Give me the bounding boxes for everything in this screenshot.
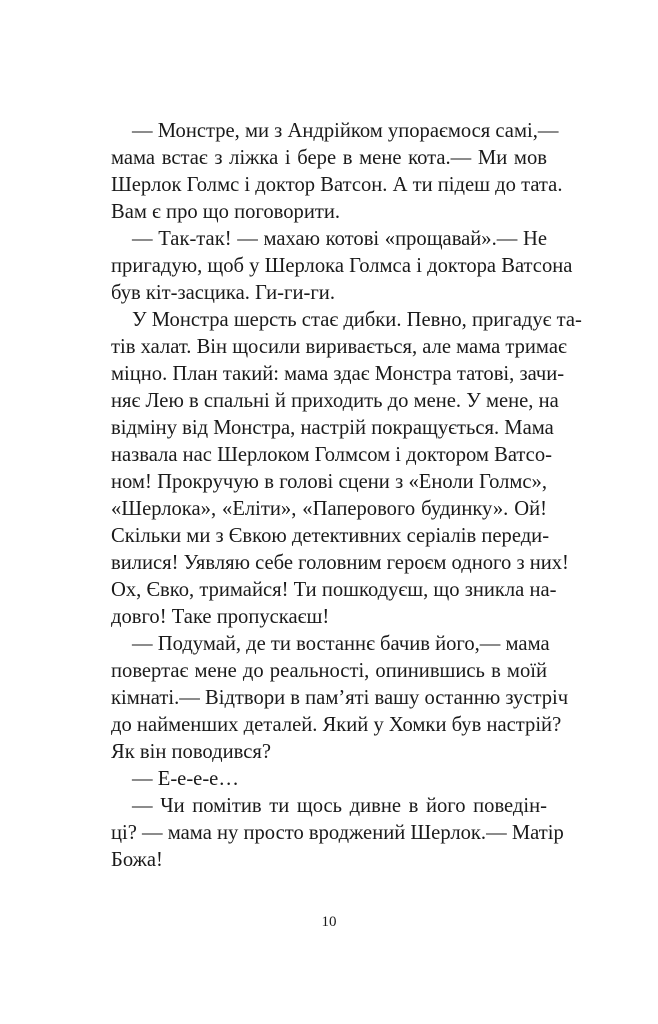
text-line: до найменших деталей. Який у Хомки був настрій? [111, 714, 562, 736]
text-line: тів халат. Він щосили виривається, але мама тримає [111, 336, 567, 358]
text-line: кімнаті.— Відтвори в пам’яті вашу останню зустріч [111, 687, 569, 709]
text-line: довго! Таке пропускаєш! [111, 606, 330, 628]
text-line: Ох, Євко, тримайся! Ти пошкодуєш, що зникла на- [111, 579, 557, 601]
text-line: міцно. План такий: мама здає Монстра татові, зачи- [111, 363, 565, 385]
body-text [111, 118, 582, 874]
text-line: Скільки ми з Євкою детективних серіалів переди- [111, 525, 550, 547]
text-line: вилися! Уявляю себе головним героєм одного з них! [111, 552, 569, 574]
text-line: — Так-так! — махаю котові «прощавай».— Не [132, 228, 547, 250]
text-line: Божа! [111, 849, 163, 871]
page-number: 10 [321, 914, 337, 930]
text-line: був кіт-засцика. Ги-ги-ги. [111, 282, 335, 304]
text-line: — Монстре, ми з Андрійком упораємося самі,— [132, 120, 559, 142]
text-line: У Монстра шерсть стає дибки. Певно, пригадує та- [132, 309, 582, 331]
text-line: повертає мене до реальності, опинившись в моїй [111, 660, 547, 682]
text-line: назвала нас Шерлоком Голмсом і доктором Ватсо- [111, 444, 552, 466]
text-line: Вам є про що поговорити. [111, 201, 341, 223]
text-line: мама встає з ліжка і бере в мене кота.— Ми мов [111, 147, 547, 169]
text-line: Як він поводився? [111, 741, 271, 763]
text-line: — Подумай, де ти востаннє бачив його,— мама [132, 633, 550, 655]
text-line: — Чи помітив ти щось дивне в його поведін- [132, 795, 547, 817]
text-line: — Е-е-е-е… [132, 768, 239, 790]
text-line: няє Лею в спальні й приходить до мене. У мене, на [111, 390, 559, 412]
text-line: відміну від Монстра, настрій покращується. Мама [111, 417, 554, 439]
text-line: Шерлок Голмс і доктор Ватсон. А ти підеш до тата. [111, 174, 563, 196]
text-line: ном! Прокручую в голові сцени з «Еноли Голмс», [111, 471, 547, 493]
text-line: «Шерлока», «Еліти», «Паперового будинку». Ой! [111, 498, 547, 520]
text-line: ці? — мама ну просто вроджений Шерлок.— Матір [111, 822, 564, 844]
text-line: пригадую, щоб у Шерлока Голмса і доктора Ватсона [111, 255, 573, 277]
